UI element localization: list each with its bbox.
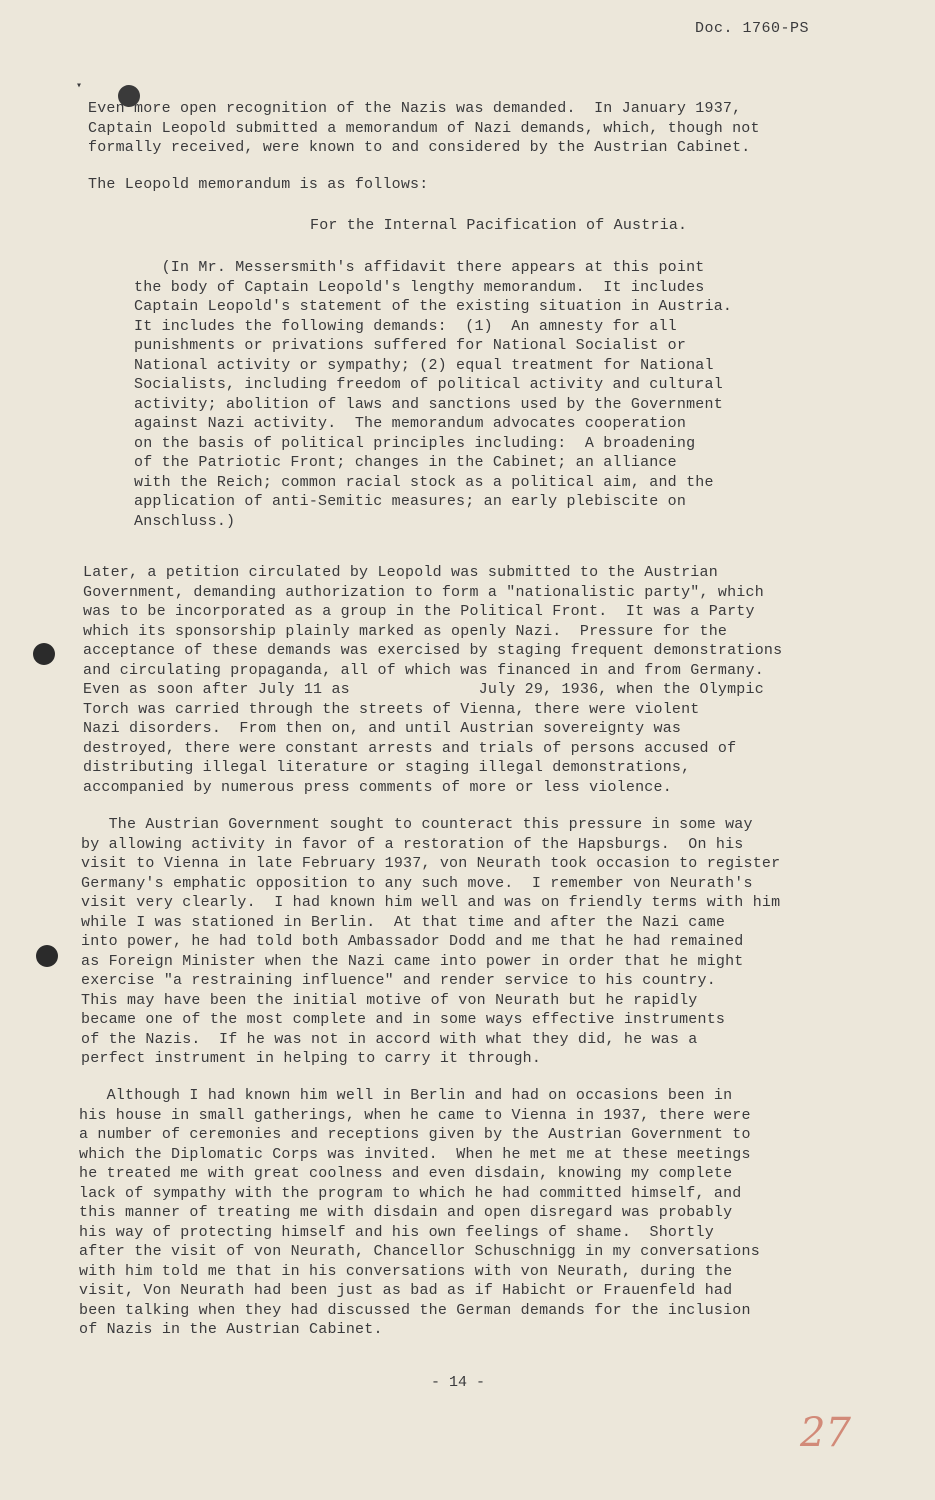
- punch-hole-lower: [36, 945, 58, 967]
- margin-mark: ▾: [76, 81, 83, 92]
- paragraph-hapsburg-neurath: The Austrian Government sought to counteract this pressure in some way by allowing activity in favor of a restoration of the Hapsburgs. On his visit to Vienna in late February 1937, von Neurath took occasion to register Germany's emphatic opposition to any such move. I remember von Neurath's visit very clearly. I had known him well and was on friendly terms with him while I was stationed in Berlin. At that time and after the Nazi came into power, he had told both Ambassador Dodd and me that he had remained as Foreign Minister when the Nazi came into power in order that he might exercise "a restraining influence" and render service to his country. This may have been the initial motive of von Neurath but he rapidly became one of the most complete and in some ways effective instruments of the Nazis. If he was not in accord with what they did, he was a perfect instrument in helping to carry it through.: [81, 816, 781, 1067]
- paragraph-memorandum-intro: The Leopold memorandum is as follows:: [88, 176, 429, 193]
- document-reference: Doc. 1760-PS: [694, 20, 809, 37]
- paragraph-petition: Later, a petition circulated by Leopold was submitted to the Austrian Government, demanding authorization to form a "nationalistic party", which was to be incorporated as a group in the Political Front. It was a Party which its sponsorship plainly marked as openly Nazi. Pressure for the acceptance of these demands was exercised by staging frequent demonstrations and circulating propaganda, all of which was financed in and from Germany. Even as soon after July 11 as July 29, 1936, when the Olympic Torch was carried through the streets of Vienna, there were violent Nazi disorders. From then on, and until Austrian sovereignty was destroyed, there were constant arrests and trials of persons accused of distributing illegal literature or staging illegal demonstrations, accompanied by numerous press comments of more or less violence.: [83, 564, 783, 796]
- page-number: - 14 -: [431, 1374, 486, 1391]
- handwritten-folio-number: 27: [800, 1410, 851, 1456]
- memorandum-heading: For the Internal Pacification of Austria.: [310, 217, 688, 234]
- memorandum-summary-quote: (In Mr. Messersmith's affidavit there appears at this point the body of Captain Leopold's lengthy memorandum. It includes Captain Leopold's statement of the existing situation in Austria. It includes the following demands: (1) An amnesty for all punishments or privations suffered for National Socialist or National activity or sympathy; (2) equal treatment for National Socialists, including freedom of political activity and cultural activity; abolition of laws and sanctions used by the Government against Nazi activity. The memorandum advocates cooperation on the basis of political principles including: A broadening of the Patriotic Front; changes in the Cabinet; an alliance with the Reich; common racial stock as a political aim, and the application of anti-Semitic measures; an early plebiscite on Anschluss.): [134, 259, 733, 530]
- paragraph-open-recognition: Even more open recognition of the Nazis was demanded. In January 1937, Captain Leopold submitted a memorandum of Nazi demands, which, though not formally received, were known to and considered by the Austrian Cabinet.: [88, 100, 760, 156]
- punch-hole-upper: [33, 643, 55, 665]
- paragraph-neurath-disdain: Although I had known him well in Berlin and had on occasions been in his house in small gatherings, when he came to Vienna in 1937, there were a number of ceremonies and receptions given by the Austrian Government to which the Diplomatic Corps was invited. When he met me at these meetings he treated me with great coolness and even disdain, knowing my complete lack of sympathy with the program to which he had committed himself, and this manner of treating me with disdain and open disregard was probably his way of protecting himself and his own feelings of shame. Shortly after the visit of von Neurath, Chancellor Schuschnigg in my conversations with him told me that in his conversations with von Neurath, during the visit, Von Neurath had been just as bad as if Habicht or Frauenfeld had been talking when they had discussed the German demands for the inclusion of Nazis in the Austrian Cabinet.: [79, 1087, 760, 1338]
